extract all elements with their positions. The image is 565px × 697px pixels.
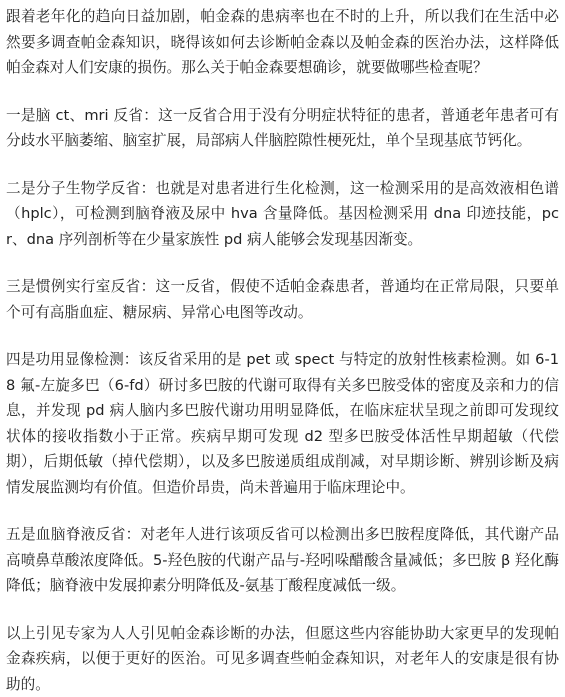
ct-mri-paragraph: 一是脑 ct、mri 反省：这一反省合用于没有分明症状特征的患者，普通老年患者可有分歧水平脑萎缩、脑室扩展，局部病人伴脑腔隙性梗死灶，单个呈现基底节钙化。: [6, 103, 559, 154]
functional-imaging-paragraph: 四是功用显像检测：该反省采用的是 pet 或 spect 与特定的放射性核素检测。如 6-18 氟-左旋多巴（6-fd）研讨多巴胺的代谢可取得有关多巴胺受体的密度及亲和力的信息，并发现 pd 病人脑内多巴胺代谢功用明显降低，在临床症状呈现之前即可发现纹状体的接收指数小于正常。疾病早期可发现 d2 型多巴胺受体活性早期超敏（代偿期），后期低敏（掉代偿期），以及多巴胺递质组成削减，对早期诊断、辨别诊断及病情发展监测均有价值。但造价昂贵，尚未普遍用于临床理论中。: [6, 347, 559, 500]
intro-paragraph: 跟着老年化的趋向日益加剧，帕金森的患病率也在不时的上升，所以我们在生活中必然要多调查帕金森知识，晓得该如何去诊断帕金森以及帕金森的医治办法，这样降低帕金森对人们安康的损伤。那么关于帕金森要想确诊，就要做哪些检查呢？: [6, 4, 559, 81]
csf-exam-paragraph: 五是血脑脊液反省：对老年人进行该项反省可以检测出多巴胺程度降低，其代谢产品高喷鼻草酸浓度降低。5-羟色胺的代谢产品与-羟吲哚醋酸含量减低；多巴胺 β 羟化酶降低；脑脊液中发展抑素分明降低及-氨基丁酸程度减低一级。: [6, 522, 559, 599]
conclusion-paragraph: 以上引见专家为人人引见帕金森诊断的办法，但愿这些内容能协助大家更早的发现帕金森疾病，以便于更好的医治。可见多调查些帕金森知识，对老年人的安康是很有协助的。: [6, 621, 559, 697]
routine-lab-paragraph: 三是惯例实行室反省：这一反省，假使不适帕金森患者，普通均在正常局限，只要单个可有高脂血症、糖尿病、异常心电图等改动。: [6, 274, 559, 325]
molecular-biology-paragraph: 二是分子生物学反省：也就是对患者进行生化检测，这一检测采用的是高效液相色谱（hplc），可检测到脑脊液及尿中 hva 含量降低。基因检测采用 dna 印迹技能，pcr、dna 序列剖析等在少量家族性 pd 病人能够会发现基因渐变。: [6, 176, 559, 253]
